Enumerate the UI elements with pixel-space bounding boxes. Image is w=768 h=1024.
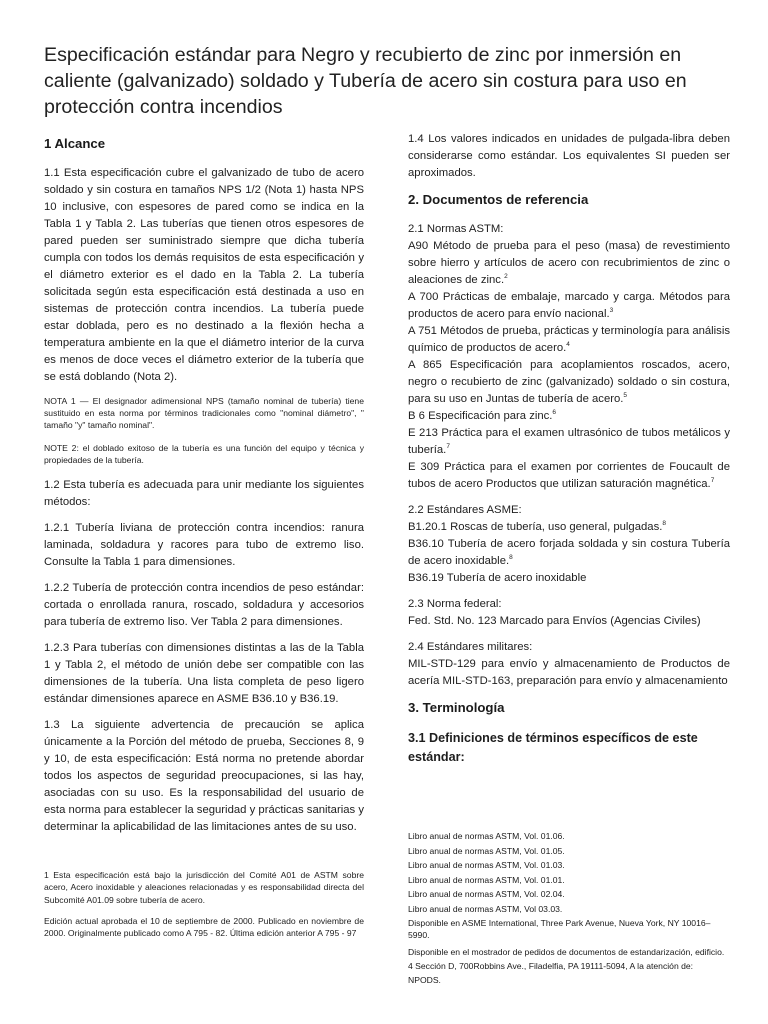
- definitions-heading: 3.1 Definiciones de términos específicos de este estándar:: [408, 731, 698, 764]
- section-heading-scope: 1 Alcance: [44, 136, 106, 151]
- section-heading-references: 2. Documentos de referencia: [408, 192, 589, 207]
- document-title: Especificación estándar para Negro y recubierto de zinc por inmersión en caliente (galvanizado) soldado y Tubería de acero sin costura para uso en protección contra incendios: [44, 44, 687, 118]
- left-column: [44, 131, 364, 948]
- footnote-4: Libro anual de normas ASTM, Vol. 01.03.: [408, 860, 565, 871]
- reference-mil-std: MIL-STD-129 para envío y almacenamiento de Productos de acería MIL-STD-163, preparación para envío y almacenamiento: [408, 658, 730, 687]
- paragraph-1-4: 1.4 Los valores indicados en unidades de pulgada-libra deben considerarse como estándar. Los equivalentes SI pueden ser aproximados.: [408, 133, 730, 179]
- paragraph-1-2: 1.2 Esta tubería es adecuada para unir mediante los siguientes métodos:: [44, 479, 364, 508]
- right-column: [408, 131, 730, 777]
- reference-e213: E 213 Práctica para el examen ultrasónico de tubos metálicos y tubería.$^7$: [408, 427, 730, 456]
- footnote-7: Libro anual de normas ASTM, Vol 03.03.: [408, 903, 563, 914]
- paragraph-1-3: 1.3 La siguiente advertencia de precaución se aplica únicamente a la Porción del método de prueba, Secciones 8, 9 y 10, de esta especificación: Está norma no pretende abordar todos los aspectos de seguridad preocupaciones, si las hay, asociadas con su uso. Es la responsabilidad del usuario de esta norma para establecer la seguridad y prácticas sanitarias y determinar la aplicabilidad de las limitaciones antes de su uso.: [44, 719, 364, 833]
- reference-footnotes: [408, 829, 728, 987]
- footnote-6: Libro anual de normas ASTM, Vol. 02.04.: [408, 889, 565, 900]
- federal-standard-heading: 2.3 Norma federal:: [408, 598, 502, 610]
- section-heading-terminology: 3. Terminología: [408, 700, 505, 715]
- paragraph-1-1: 1.1 Esta especificación cubre el galvanizado de tubo de acero soldado y sin costura en tamaños NPS 1/2 (Nota 1) hasta NPS 10 inclusive, con espesores de pared como se indica en la Tabla 1 y Tabla 2. Las tuberías que tienen otros espesores de pared pueden ser suministrado siempre que dicha tubería cumpla con todos los demás requisitos de esta especificación y el diámetro exterior es el dado en la Tabla 2. La tubería solicitada según esta especificación está destinada a uso en sistemas de protección contra incendios. La tubería puede estar doblada, pero es no destinado a la flexión hecha a temperatura ambiente en la que el diámetro interior de la curva es menos de doce veces el diámetro exterior de la tubería que se está doblando (Nota 2).: [44, 167, 364, 383]
- reference-fed-std-123: Fed. Std. No. 123 Marcado para Envíos (Agencias Civiles): [408, 615, 701, 627]
- reference-b36-19: B36.19 Tubería de acero inoxidable: [408, 572, 587, 584]
- footnote-5: Libro anual de normas ASTM, Vol. 01.01.: [408, 874, 565, 885]
- reference-a865: A 865 Especificación para acoplamientos roscados, acero, negro o recubierto de zinc (galvanizado) soldado o sin costura, para su uso en Juntas de tubería de acero.$^5$: [408, 359, 730, 405]
- footnote-2: Libro anual de normas ASTM, Vol. 01.06.: [408, 831, 565, 841]
- footnote-9: Disponible en el mostrador de pedidos de documentos de estandarización, edificio. 4 Sección D, 700Robbins Ave., Filadelfia, PA 19111-5094, A la atención de: NPODS.: [408, 947, 725, 986]
- asme-standards-heading: 2.2 Estándares ASME:: [408, 504, 522, 516]
- reference-a700: A 700 Prácticas de embalaje, marcado y carga. Métodos para productos de acero para envío nacional.$^3$: [408, 291, 730, 320]
- reference-e309: E 309 Práctica para el examen por corrientes de Foucault de tubos de acero Productos que utilizan saturación magnética.$^7$: [408, 461, 730, 490]
- reference-a751: A 751 Métodos de prueba, prácticas y terminología para análisis químico de productos de acero.$^4$: [408, 325, 730, 354]
- note-1: NOTA 1 — El designador adimensional NPS (tamaño nominal de tubería) tiene sustituido en esta norma por términos tradicionales como "nominal diámetro", " tamaño "y" tamaño nominal".: [44, 396, 364, 430]
- reference-b36-10: B36.10 Tubería de acero forjada soldada y sin costura Tubería de acero inoxidable.$^8$: [408, 538, 730, 567]
- reference-b1-20-1: B1.20.1 Roscas de tubería, uso general, pulgadas.$^8$: [408, 520, 666, 533]
- paragraph-1-2-3: 1.2.3 Para tuberías con dimensiones distintas a las de la Tabla 1 y Tabla 2, el método de unión debe ser compatible con las dimensiones de la tubería. Una lista completa de peso ligero estándar dimensiones aparece en ASME B36.10 y B36.19.: [44, 642, 364, 705]
- military-standards-heading: 2.4 Estándares militares:: [408, 641, 533, 653]
- reference-b6: B 6 Especificación para zinc.$^6$: [408, 409, 557, 422]
- footnote-8: Disponible en ASME International, Three Park Avenue, Nueva York, NY 10016–5990.: [408, 917, 711, 940]
- reference-a90: A90 Método de prueba para el peso (masa) de revestimiento sobre hierro y artículos de acero con recubrimientos de zinc o aleaciones de zinc.$^2$: [408, 240, 730, 286]
- astm-standards-heading: 2.1 Normas ASTM:: [408, 223, 504, 235]
- paragraph-1-2-2: 1.2.2 Tubería de protección contra incendios de peso estándar: cortada o enrollada ranura, roscado, soldadura y accesorios para tubería de extremo liso. Ver Tabla 2 para dimensiones.: [44, 582, 364, 628]
- footnote-edition: Edición actual aprobada el 10 de septiembre de 2000. Publicado en noviembre de 2000. Originalmente publicado como A 795 - 82. Última edición anterior A 795 - 97: [44, 915, 364, 939]
- footnote-3: Libro anual de normas ASTM, Vol. 01.05.: [408, 845, 565, 856]
- paragraph-1-2-1: 1.2.1 Tubería liviana de protección contra incendios: ranura laminada, soldadura y racores para tubo de extremo liso. Consulte la Tabla 1 para dimensiones.: [44, 522, 364, 568]
- footnote-1: 1 Esta especificación está bajo la jurisdicción del Comité A01 de ASTM sobre acero, Acero inoxidable y aleaciones relacionadas y es responsabilidad directa del Subcomité A01.09 sobre tubería de acero.: [44, 870, 364, 905]
- note-2: NOTE 2: el doblado exitoso de la tubería es una función del equipo y técnica y propiedades de la tubería.: [44, 443, 364, 465]
